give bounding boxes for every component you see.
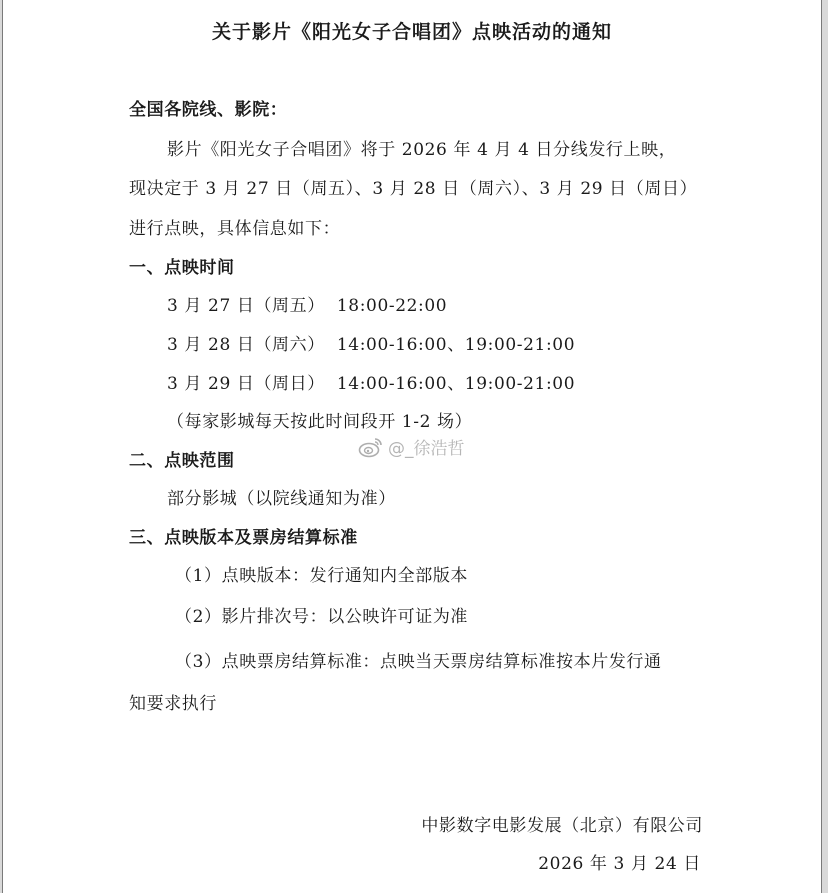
- section-heading-time: 一、点映时间: [129, 258, 235, 278]
- issue-date: 2026 年 3 月 24 日: [538, 854, 701, 874]
- watermark: [358, 434, 465, 459]
- intro-line: 影片《阳光女子合唱团》将于 2026 年 4 月 4 日分线发行上映，: [167, 140, 677, 160]
- document-page: [2, 0, 822, 893]
- weibo-logo-icon: [358, 436, 384, 458]
- version-item: （2）影片排次号：以公映许可证为准: [175, 607, 469, 627]
- notice-title: 关于影片《阳光女子合唱团》点映活动的通知: [211, 21, 612, 43]
- version-item: （1）点映版本：发行通知内全部版本: [175, 566, 469, 586]
- watermark-text: @_徐浩哲: [388, 439, 465, 459]
- version-item-continuation: 知要求执行: [129, 694, 217, 714]
- salutation: 全国各院线、影院：: [129, 100, 288, 120]
- schedule-row: 3 月 27 日（周五） 18:00-22:00: [167, 296, 448, 316]
- version-item: （3）点映票房结算标准：点映当天票房结算标准按本片发行通: [175, 652, 662, 672]
- section-heading-scope: 二、点映范围: [129, 451, 235, 471]
- issuer-name: 中影数字电影发展（北京）有限公司: [421, 816, 703, 836]
- schedule-note: （每家影城每天按此时间段开 1-2 场）: [167, 412, 473, 432]
- section-heading-version: 三、点映版本及票房结算标准: [129, 528, 358, 548]
- schedule-row: 3 月 29 日（周日） 14:00-16:00、19:00-21:00: [167, 374, 576, 394]
- schedule-row: 3 月 28 日（周六） 14:00-16:00、19:00-21:00: [167, 335, 576, 355]
- scope-text: 部分影城（以院线通知为准）: [167, 489, 396, 509]
- intro-line: 进行点映，具体信息如下：: [129, 219, 341, 239]
- intro-line: 现决定于 3 月 27 日（周五）、3 月 28 日（周六）、3 月 29 日（周日）: [129, 179, 698, 199]
